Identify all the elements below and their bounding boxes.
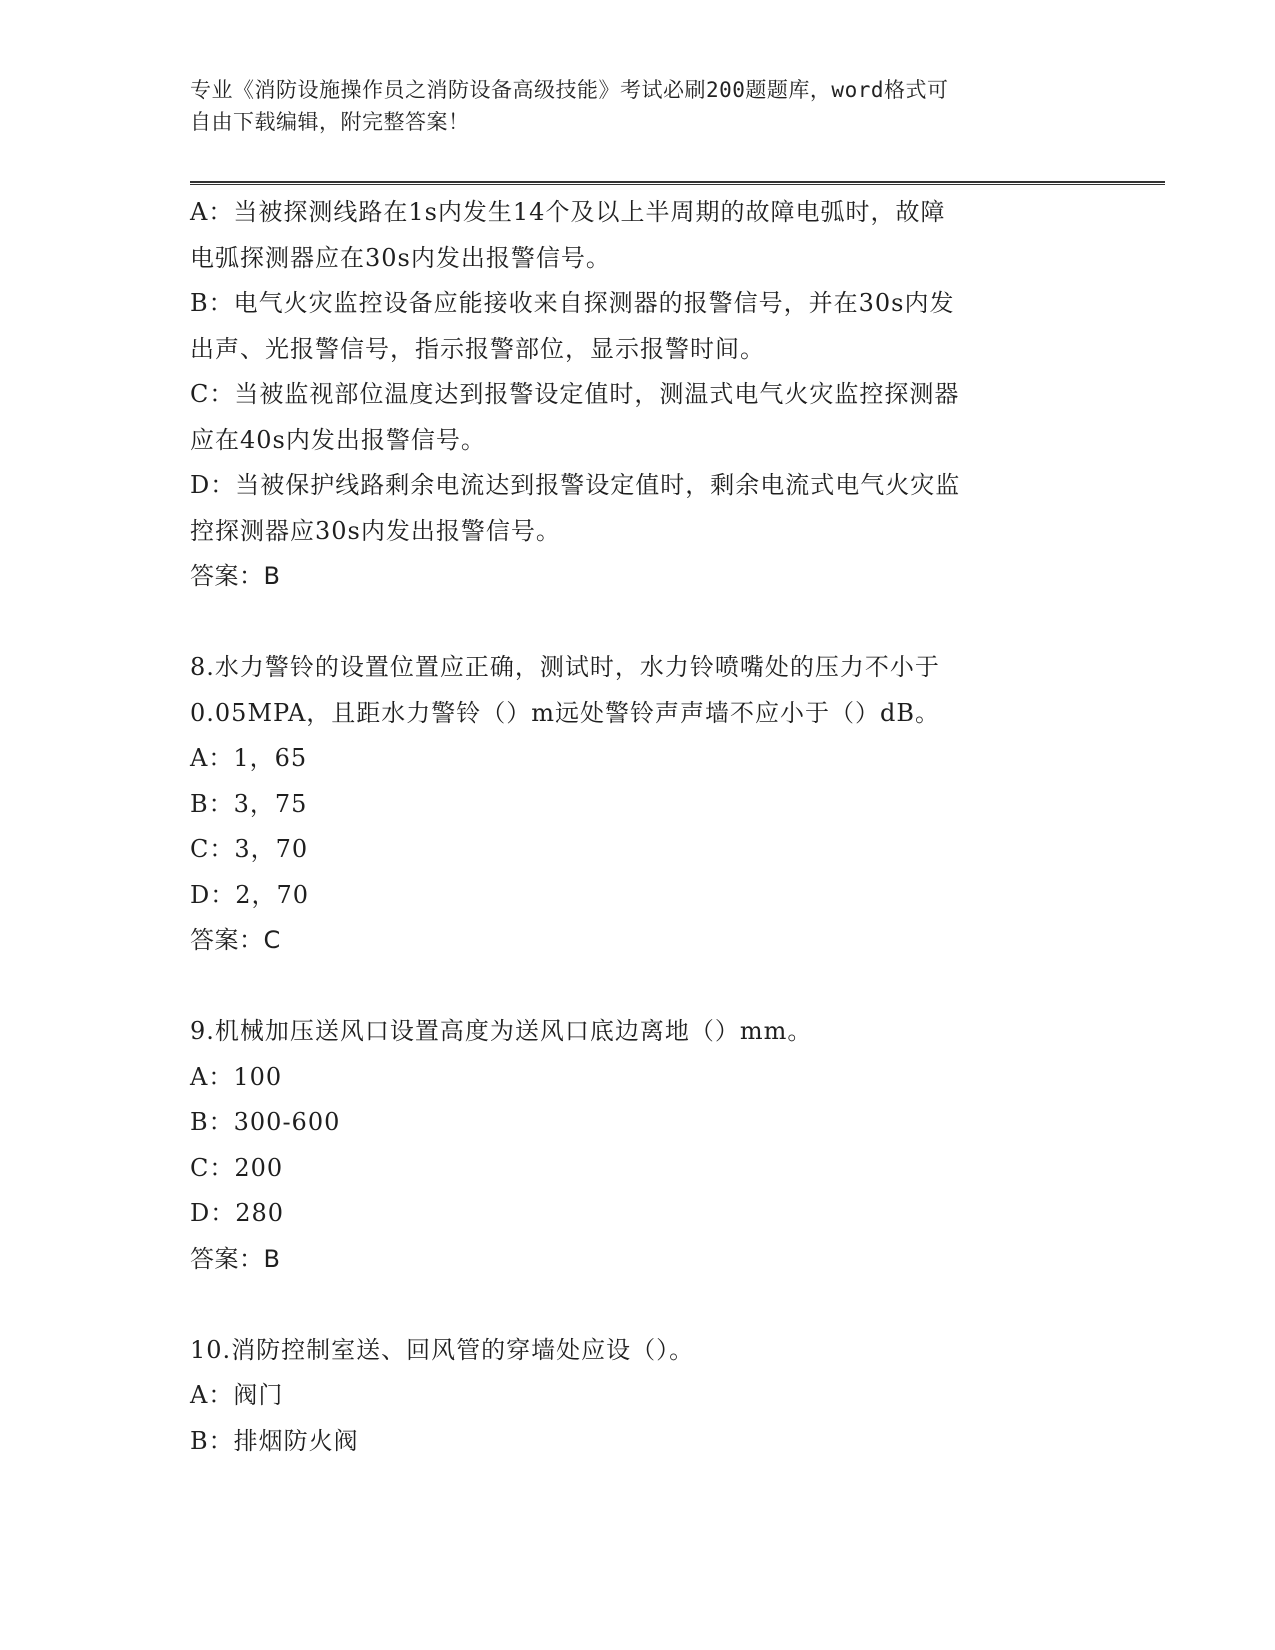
q8-stem-line-2: 0.05MPA，且距水力警铃（）m远处警铃声声墙不应小于（）dB。 <box>190 698 941 727</box>
q8-stem-line-1: 8.水力警铃的设置位置应正确，测试时，水力铃喷嘴处的压力不小于 <box>190 653 940 681</box>
q9-answer: 答案：B <box>190 1244 281 1273</box>
q10-option-b: B：排烟防火阀 <box>190 1426 359 1455</box>
question-9 <box>190 1009 1090 1282</box>
q8-answer: 答案：C <box>190 926 281 954</box>
q7-option-b-line-1: B：电气火灾监控设备应能接收来自探测器的报警信号，并在30s内发 <box>190 289 955 317</box>
question-content <box>190 190 1090 1464</box>
header-title-line-1: 专业《消防设施操作员之消防设备高级技能》考试必刷200题题库，word格式可 <box>190 78 949 102</box>
q8-option-a: A：1，65 <box>190 744 308 772</box>
q8-option-d: D：2，70 <box>190 880 310 909</box>
q8-option-b: B：3，75 <box>190 789 308 818</box>
q7-option-c-line-2: 应在40s内发出报警信号。 <box>190 425 486 454</box>
q7-option-d-line-1: D：当被保护线路剩余电流达到报警设定值时，剩余电流式电气火灾监 <box>190 471 961 499</box>
q7-answer: 答案：B <box>190 562 281 590</box>
spacer <box>190 600 1090 646</box>
q9-option-d: D：280 <box>190 1199 285 1227</box>
header-title-line-2: 自由下载编辑，附完整答案！ <box>190 110 470 134</box>
document-header <box>190 74 1090 138</box>
q7-option-a-line-2: 电弧探测器应在30s内发出报警信号。 <box>190 243 611 272</box>
spacer <box>190 1282 1090 1328</box>
spacer <box>190 964 1090 1010</box>
question-10 <box>190 1328 1090 1465</box>
q7-option-a-line-1: A：当被探测线路在1s内发生14个及以上半周期的故障电弧时，故障 <box>190 198 946 226</box>
q7-option-d-line-2: 控探测器应30s内发出报警信号。 <box>190 516 561 545</box>
q8-option-c: C：3，70 <box>190 835 309 863</box>
q9-option-c: C：200 <box>190 1153 284 1182</box>
q7-option-b-line-2: 出声、光报警信号，指示报警部位，显示报警时间。 <box>190 334 765 363</box>
question-7 <box>190 190 1090 600</box>
q10-stem: 10.消防控制室送、回风管的穿墙处应设（）。 <box>190 1335 695 1364</box>
q10-option-a: A：阀门 <box>190 1381 284 1409</box>
q9-option-a: A：100 <box>190 1062 283 1091</box>
q7-option-c-line-1: C：当被监视部位温度达到报警设定值时，测温式电气火灾监控探测器 <box>190 380 960 408</box>
q9-stem: 9.机械加压送风口设置高度为送风口底边离地（）mm。 <box>190 1017 813 1045</box>
header-divider <box>190 181 1165 185</box>
question-8 <box>190 645 1090 964</box>
q9-option-b: B：300-600 <box>190 1108 341 1136</box>
